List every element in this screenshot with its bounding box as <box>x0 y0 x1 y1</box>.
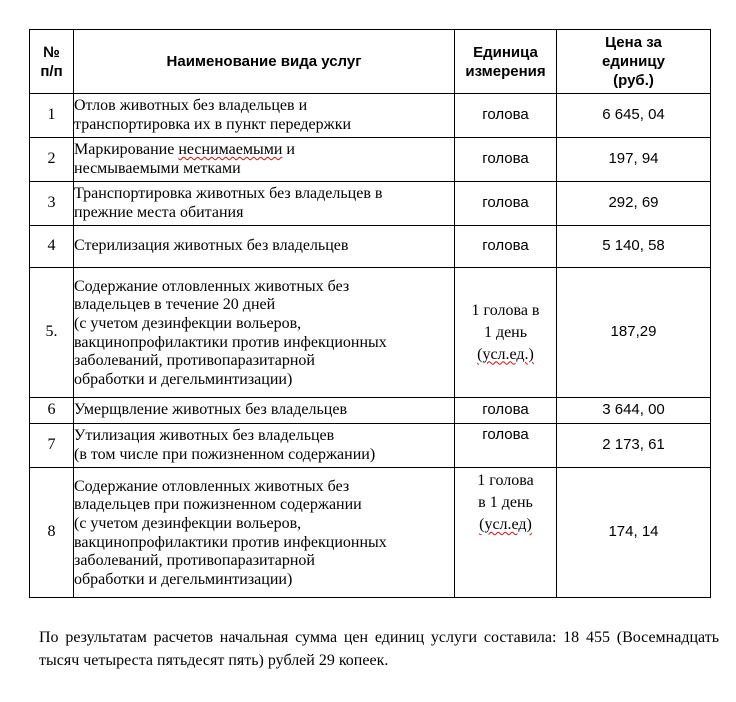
row-unit: голова <box>455 138 557 182</box>
row-num: 7 <box>30 424 74 468</box>
header-unit-line: Единица <box>473 43 538 61</box>
row-name-line: заболеваний, противопаразитарной <box>74 352 315 370</box>
summary-line: (Восемнадцать тысяч четыреста пятьдесят пять) рублей 29 копеек. <box>39 629 720 669</box>
row-unit: голова <box>455 398 557 424</box>
row-name-line: (в том числе при пожизненном содержании) <box>74 445 376 463</box>
table-row <box>30 424 711 468</box>
row-unit <box>455 268 557 398</box>
row-num: 3 <box>30 182 74 226</box>
row-num: 8 <box>30 468 74 598</box>
table-row <box>30 94 711 138</box>
row-name-line <box>74 141 454 160</box>
row-name <box>74 398 455 424</box>
row-price: 5 140, 58 <box>557 226 711 268</box>
row-name-line: транспортировка их в пункт передержки <box>74 115 352 133</box>
spellcheck-word: (усл.ед) <box>479 516 532 533</box>
row-name-line: владельцев в течение 20 дней <box>74 296 276 314</box>
row-price: 2 173, 61 <box>557 424 711 468</box>
row-price: 6 645, 04 <box>557 94 711 138</box>
row-price: 197, 94 <box>557 138 711 182</box>
row-name-line: прежние места обитания <box>74 203 244 221</box>
table-row <box>30 182 711 226</box>
row-name-line: обработки и дегельминтизации) <box>74 570 293 588</box>
header-name: Наименование вида услуг <box>74 30 455 94</box>
row-name-fragment: и <box>282 140 295 158</box>
row-name-line: (с учетом дезинфекции вольеров, <box>74 314 302 332</box>
row-unit: голова <box>455 226 557 268</box>
row-name-line: Содержание отловленных животных без <box>74 277 350 295</box>
row-name <box>74 138 455 182</box>
row-unit-line: 1 голова в <box>471 301 540 319</box>
row-name-line: Умерщвление животных без владельцев <box>74 401 347 419</box>
header-price-line: единицу <box>602 53 665 70</box>
summary-line: По результатам расчетов начальная сумма цен единиц услуги составила: 18 455 <box>39 629 610 646</box>
row-name <box>74 268 455 398</box>
row-name-line: Содержание отловленных животных без <box>74 477 350 495</box>
row-num: 4 <box>30 226 74 268</box>
row-price: 174, 14 <box>557 468 711 598</box>
row-num: 2 <box>30 138 74 182</box>
row-unit-line: в 1 день <box>478 494 533 511</box>
row-name-line: вакцинопрофилактики против инфекционных <box>74 533 387 551</box>
header-unit-line: измерения <box>465 62 546 80</box>
row-name-line: Отлов животных без владельцев и <box>74 96 308 114</box>
header-num-line: п/п <box>40 62 63 80</box>
row-unit <box>455 468 557 598</box>
table-row <box>30 138 711 182</box>
row-name <box>74 94 455 138</box>
row-name-line: обработки и дегельминтизации) <box>74 370 293 388</box>
row-name-line: (с учетом дезинфекции вольеров, <box>74 514 302 532</box>
table-row <box>30 226 711 268</box>
row-num: 1 <box>30 94 74 138</box>
row-unit: голова <box>455 182 557 226</box>
summary-paragraph <box>39 626 719 672</box>
header-num <box>30 30 74 94</box>
row-unit-line: 1 день <box>483 323 528 341</box>
row-name <box>74 468 455 598</box>
row-name-line: Стерилизация животных без владельцев <box>74 237 349 255</box>
table-header-row <box>30 30 711 94</box>
row-name-line: Транспортировка животных без владельцев в <box>74 184 383 202</box>
row-num: 5. <box>30 268 74 398</box>
spellcheck-word: (усл.ед.) <box>477 345 534 363</box>
price-table <box>29 29 711 598</box>
row-price: 187,29 <box>557 268 711 398</box>
row-unit-line: 1 голова <box>477 472 534 489</box>
table-row <box>30 398 711 424</box>
header-num-line: № <box>43 43 60 61</box>
spellcheck-word: неснимаемыми <box>178 140 283 158</box>
header-unit <box>455 30 557 94</box>
header-price-line: Цена за <box>605 34 662 51</box>
row-name-line: заболеваний, противопаразитарной <box>74 552 315 570</box>
row-name <box>74 226 455 268</box>
row-name <box>74 424 455 468</box>
row-price: 3 644, 00 <box>557 398 711 424</box>
row-price: 292, 69 <box>557 182 711 226</box>
row-name-line: владельцев при пожизненном содержании <box>74 496 362 514</box>
row-name-line: Утилизация животных без владельцев <box>74 426 335 444</box>
row-unit: голова <box>455 424 557 468</box>
table-row <box>30 468 711 598</box>
row-name <box>74 182 455 226</box>
row-unit: голова <box>455 94 557 138</box>
header-price-line: (руб.) <box>613 72 654 89</box>
row-name-fragment: Маркирование <box>74 140 179 158</box>
row-name-line: вакцинопрофилактики против инфекционных <box>74 333 387 351</box>
header-price <box>557 30 711 94</box>
row-name-line: несмываемыми метками <box>74 159 241 177</box>
table-row <box>30 268 711 398</box>
row-num: 6 <box>30 398 74 424</box>
